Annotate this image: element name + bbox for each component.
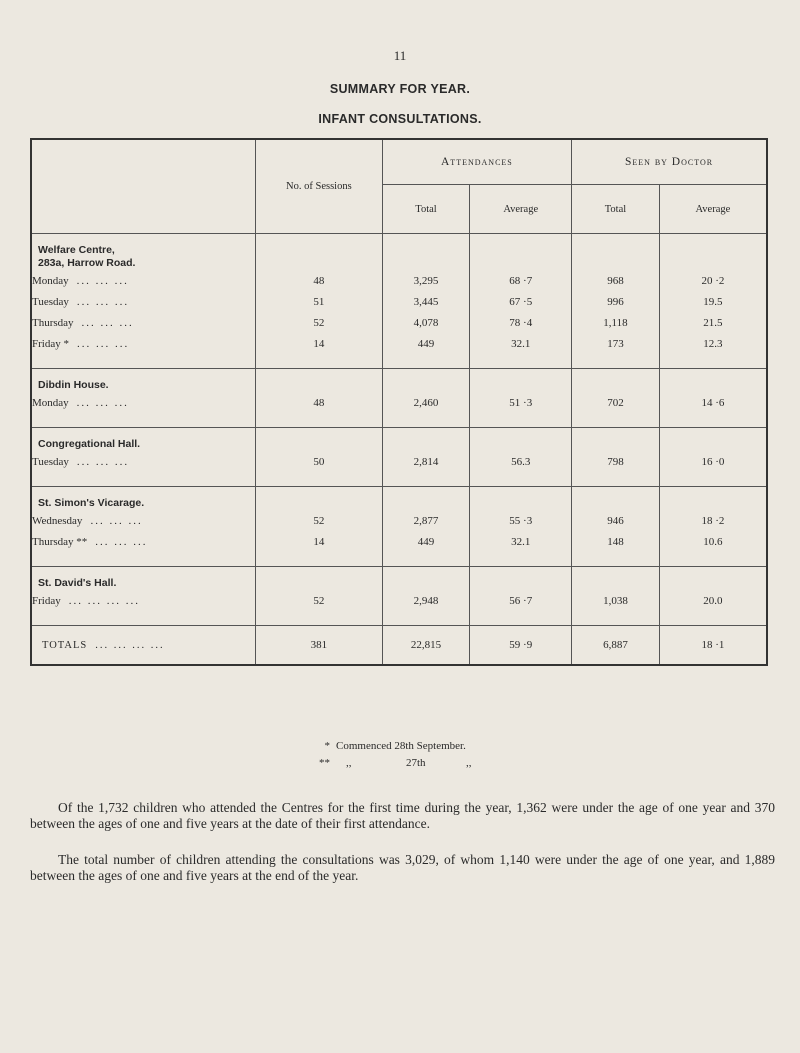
footnote-ditto: ,,: [466, 757, 472, 769]
doctor-total-cell: 968: [572, 270, 660, 291]
totals-row: [31, 626, 767, 666]
attendance-total-cell: 2,948: [382, 590, 470, 611]
empty-cell: [31, 552, 256, 567]
day-cell: [31, 333, 256, 354]
empty-cell: [256, 567, 383, 591]
empty-cell: [470, 567, 572, 591]
footnote-text: 27th: [406, 757, 426, 769]
centre-name: Welfare Centre, 283a, Harrow Road.: [31, 234, 256, 271]
doctor-average-cell: 18 ·1: [659, 626, 767, 666]
empty-cell: [31, 354, 256, 369]
attendance-total-cell: 2,814: [382, 451, 470, 472]
empty-cell: [470, 428, 572, 452]
empty-cell: [470, 234, 572, 271]
doctor-average-cell: 12.3: [659, 333, 767, 354]
group-end: [31, 413, 767, 428]
doctor-total-cell: 173: [572, 333, 660, 354]
empty-cell: [256, 413, 383, 428]
footnote-ditto: ,,: [346, 757, 352, 769]
day-label: Thursday: [32, 316, 74, 329]
leader-dots: ... ... ...: [76, 455, 130, 468]
empty-cell: [382, 369, 470, 393]
doctor-total-cell: 702: [572, 392, 660, 413]
leader-dots: ... ... ...: [76, 396, 129, 409]
footnote-text: Commenced 28th September.: [336, 740, 466, 752]
header-attendances-average: Average: [470, 185, 572, 234]
day-label: Friday *: [32, 337, 69, 350]
group-end: [31, 611, 767, 626]
attendance-average-cell: 78 ·4: [470, 312, 572, 333]
group-row: [31, 567, 767, 591]
group-row: [31, 487, 767, 511]
empty-cell: [256, 487, 383, 511]
group-row: [31, 234, 767, 271]
day-label: Tuesday: [32, 455, 69, 468]
doctor-average-cell: 19.5: [659, 291, 767, 312]
sessions-cell: 48: [256, 392, 383, 413]
empty-cell: [659, 552, 767, 567]
doctor-total-cell: 1,118: [572, 312, 660, 333]
empty-cell: [659, 487, 767, 511]
empty-cell: [256, 611, 383, 626]
attendance-average-cell: 56.3: [470, 451, 572, 472]
day-cell: [31, 312, 256, 333]
empty-cell: [572, 567, 660, 591]
table-row: [31, 312, 767, 333]
day-cell: [31, 510, 256, 531]
header-attendances-total: Total: [382, 185, 470, 234]
centre-name: Dibdin House.: [31, 369, 256, 393]
empty-cell: [470, 354, 572, 369]
sessions-cell: 52: [256, 510, 383, 531]
footnotes: [0, 740, 800, 769]
attendance-total-cell: 3,445: [382, 291, 470, 312]
page-number: 11: [393, 48, 407, 63]
empty-cell: [470, 472, 572, 487]
empty-cell: [572, 472, 660, 487]
group-row: [31, 369, 767, 393]
attendance-average-cell: 51 ·3: [470, 392, 572, 413]
empty-cell: [470, 369, 572, 393]
sessions-cell: 50: [256, 451, 383, 472]
day-label: Tuesday: [32, 295, 69, 308]
attendance-total-cell: 22,815: [382, 626, 470, 666]
empty-cell: [470, 611, 572, 626]
attendance-total-cell: 2,460: [382, 392, 470, 413]
header-seen-by-doctor: Seen by Doctor: [572, 139, 767, 185]
attendance-average-cell: 68 ·7: [470, 270, 572, 291]
group-end: [31, 354, 767, 369]
header-attendances: Attendances: [382, 139, 571, 185]
empty-cell: [382, 552, 470, 567]
sessions-cell: 52: [256, 590, 383, 611]
attendance-total-cell: 4,078: [382, 312, 470, 333]
empty-cell: [382, 428, 470, 452]
centre-name: St. Simon's Vicarage.: [31, 487, 256, 511]
attendance-average-cell: 32.1: [470, 531, 572, 552]
group-end: [31, 552, 767, 567]
header-doctor-total: Total: [572, 185, 660, 234]
empty-cell: [572, 611, 660, 626]
empty-cell: [659, 369, 767, 393]
doctor-total-cell: 946: [572, 510, 660, 531]
empty-cell: [470, 487, 572, 511]
empty-cell: [659, 234, 767, 271]
empty-cell: [382, 611, 470, 626]
day-cell: [31, 531, 256, 552]
doctor-average-cell: 20 ·2: [659, 270, 767, 291]
doctor-average-cell: 14 ·6: [659, 392, 767, 413]
empty-cell: [572, 234, 660, 271]
empty-cell: [659, 611, 767, 626]
doctor-total-cell: 6,887: [572, 626, 660, 666]
table-row: [31, 451, 767, 472]
doctor-average-cell: 20.0: [659, 590, 767, 611]
summary-table: [30, 138, 768, 666]
empty-cell: [572, 552, 660, 567]
leader-dots: ... ... ...: [76, 274, 129, 287]
empty-cell: [659, 354, 767, 369]
doctor-total-cell: 798: [572, 451, 660, 472]
totals-label: TOTALS: [42, 639, 88, 651]
day-cell: [31, 270, 256, 291]
header-doctor-average: Average: [659, 185, 767, 234]
empty-cell: [256, 552, 383, 567]
attendance-total-cell: 449: [382, 333, 470, 354]
empty-cell: [659, 413, 767, 428]
attendance-total-cell: 3,295: [382, 270, 470, 291]
leader-dots: ... ... ... ...: [95, 639, 165, 651]
centre-name: St. David's Hall.: [31, 567, 256, 591]
empty-cell: [382, 487, 470, 511]
doctor-total-cell: 148: [572, 531, 660, 552]
centre-name: Congregational Hall.: [31, 428, 256, 452]
attendance-average-cell: 67 ·5: [470, 291, 572, 312]
leader-dots: ... ... ...: [76, 295, 130, 308]
table-row: [31, 510, 767, 531]
day-label: Monday: [32, 274, 69, 287]
footnote-mark: **: [319, 757, 330, 769]
empty-cell: [659, 428, 767, 452]
empty-cell: [382, 354, 470, 369]
day-label: Friday: [32, 594, 61, 607]
day-cell: [31, 590, 256, 611]
sessions-cell: 14: [256, 333, 383, 354]
empty-cell: [470, 413, 572, 428]
table-row: [31, 333, 767, 354]
table-row: [31, 291, 767, 312]
doctor-average-cell: 18 ·2: [659, 510, 767, 531]
attendance-total-cell: 2,877: [382, 510, 470, 531]
empty-cell: [572, 369, 660, 393]
page-subtitle: INFANT CONSULTATIONS.: [318, 112, 482, 126]
group-row: [31, 428, 767, 452]
attendance-average-cell: 56 ·7: [470, 590, 572, 611]
empty-cell: [256, 428, 383, 452]
empty-cell: [382, 413, 470, 428]
doctor-total-cell: 1,038: [572, 590, 660, 611]
table-row: [31, 590, 767, 611]
sessions-total-cell: 381: [256, 626, 383, 666]
attendance-average-cell: 59 ·9: [470, 626, 572, 666]
empty-cell: [572, 354, 660, 369]
empty-cell: [256, 369, 383, 393]
header-blank: [31, 139, 256, 234]
leader-dots: ... ... ... ...: [68, 594, 140, 607]
empty-cell: [659, 567, 767, 591]
sessions-cell: 51: [256, 291, 383, 312]
day-label: Thursday **: [32, 535, 88, 548]
attendance-average-cell: 55 ·3: [470, 510, 572, 531]
empty-cell: [382, 472, 470, 487]
day-cell: [31, 291, 256, 312]
empty-cell: [659, 472, 767, 487]
table-row: [31, 531, 767, 552]
totals-label-cell: [31, 626, 256, 666]
day-label: Monday: [32, 396, 69, 409]
empty-cell: [256, 234, 383, 271]
day-cell: [31, 451, 256, 472]
table-row: [31, 392, 767, 413]
paragraph: The total number of children attending the consultations was 3,029, of whom 1,140 were under the age of one year, and 1,889 between the ages of one and five years at the end of the year.: [30, 851, 775, 883]
doctor-average-cell: 16 ·0: [659, 451, 767, 472]
leader-dots: ... ... ...: [76, 337, 130, 350]
empty-cell: [31, 413, 256, 428]
empty-cell: [572, 413, 660, 428]
paragraph: Of the 1,732 children who attended the Centres for the first time during the year, 1,362 were under the age of one year and 370 between the ages of one and five years at the date of their first attendance.: [30, 799, 775, 831]
empty-cell: [572, 487, 660, 511]
header-sessions: No. of Sessions: [256, 139, 383, 234]
attendance-total-cell: 449: [382, 531, 470, 552]
footnote-mark: *: [324, 740, 330, 752]
attendance-average-cell: 32.1: [470, 333, 572, 354]
empty-cell: [31, 611, 256, 626]
leader-dots: ... ... ...: [90, 514, 143, 527]
empty-cell: [256, 472, 383, 487]
doctor-average-cell: 21.5: [659, 312, 767, 333]
day-cell: [31, 392, 256, 413]
empty-cell: [572, 428, 660, 452]
empty-cell: [382, 234, 470, 271]
empty-cell: [256, 354, 383, 369]
doctor-total-cell: 996: [572, 291, 660, 312]
table-row: [31, 270, 767, 291]
group-end: [31, 472, 767, 487]
leader-dots: ... ... ...: [81, 316, 134, 329]
empty-cell: [382, 567, 470, 591]
day-label: Wednesday: [32, 514, 83, 527]
sessions-cell: 52: [256, 312, 383, 333]
sessions-cell: 48: [256, 270, 383, 291]
sessions-cell: 14: [256, 531, 383, 552]
empty-cell: [470, 552, 572, 567]
leader-dots: ... ... ...: [95, 535, 148, 548]
doctor-average-cell: 10.6: [659, 531, 767, 552]
page-title: SUMMARY FOR YEAR.: [329, 82, 471, 96]
empty-cell: [31, 472, 256, 487]
